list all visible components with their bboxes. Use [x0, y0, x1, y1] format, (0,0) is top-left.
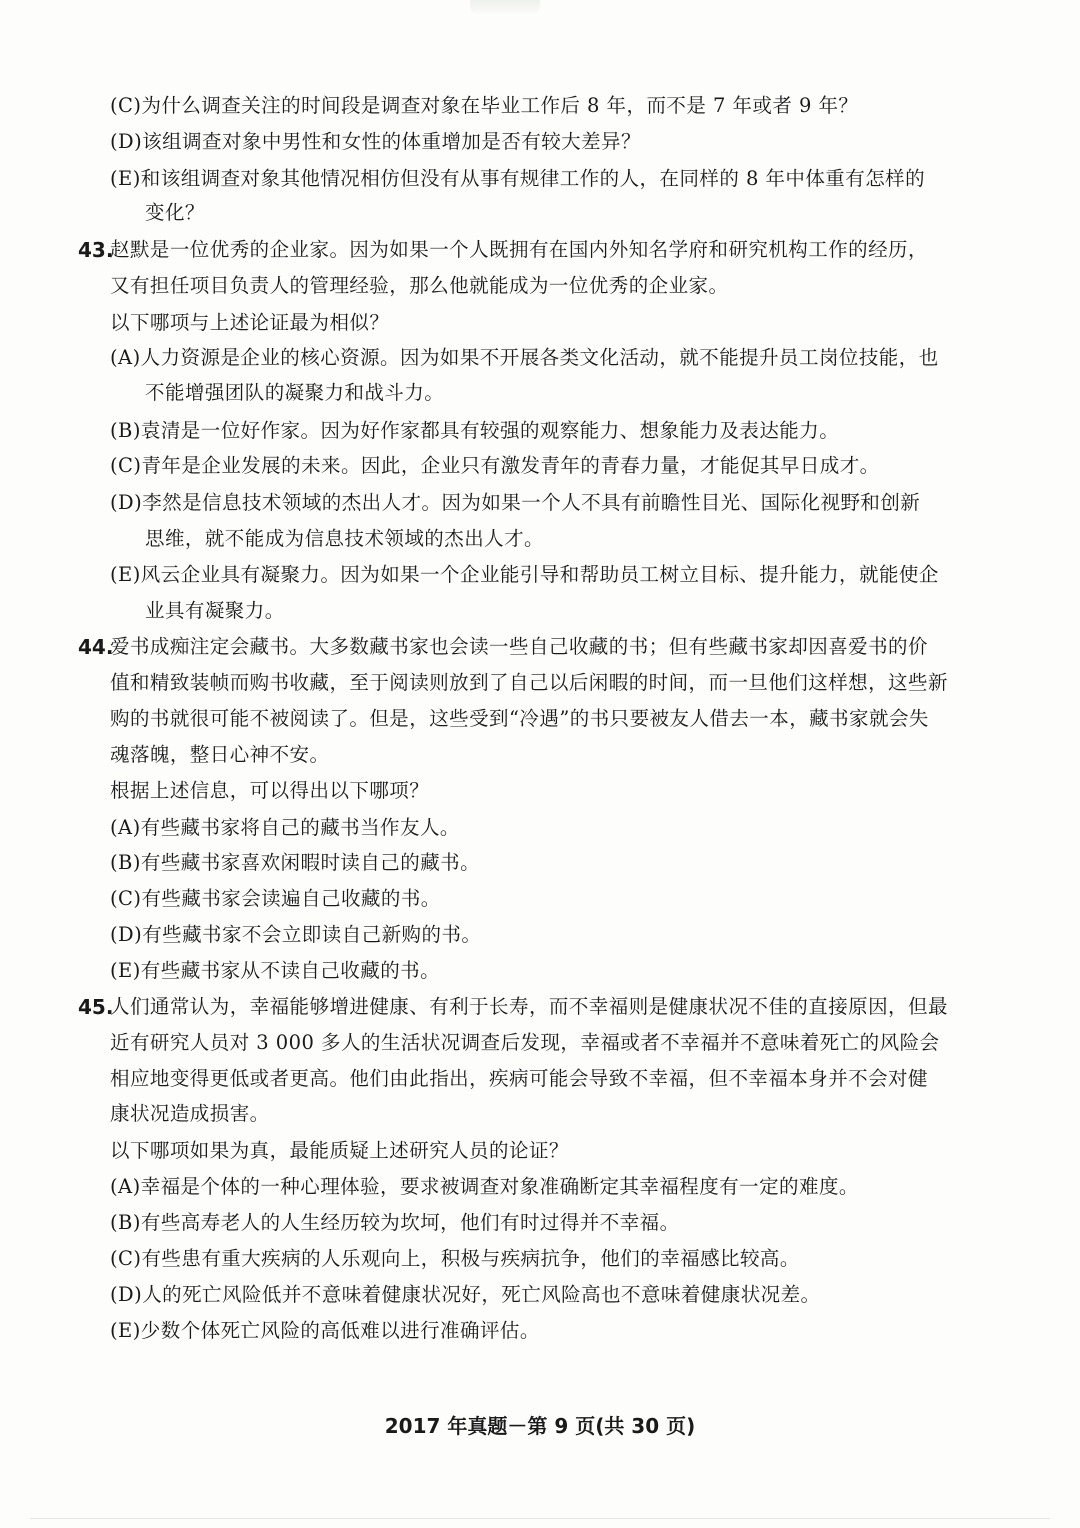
option-line: (E)有些藏书家从不读自己收藏的书。 — [110, 959, 441, 982]
option-line: (A)幸福是个体的一种心理体验，要求被调查对象准确断定其幸福程度有一定的难度。 — [110, 1175, 859, 1198]
question-stem-line: 值和精致装帧而购书收藏，至于阅读则放到了自己以后闲暇的时间，而一旦他们这样想，这些新 — [110, 671, 948, 694]
option-line: 变化？ — [145, 201, 205, 224]
option-line: 业具有凝聚力。 — [145, 599, 285, 622]
option-line: (E)和该组调查对象其他情况相仿但没有从事有规律工作的人，在同样的 8 年中体重有怎样的 — [110, 167, 926, 190]
scan-artifact — [470, 0, 540, 14]
question-stem-line: 相应地变得更低或者更高。他们由此指出，疾病可能会导致不幸福，但不幸福本身并不会对健 — [110, 1067, 928, 1090]
option-line: (D)李然是信息技术领域的杰出人才。因为如果一个人不具有前瞻性目光、国际化视野和创新 — [110, 491, 921, 514]
option-line: (A)有些藏书家将自己的藏书当作友人。 — [110, 816, 460, 839]
page-footer: 2017 年真题－第 9 页(共 30 页) — [384, 1414, 696, 1438]
question-prompt: 以下哪项如果为真，最能质疑上述研究人员的论证？ — [110, 1139, 569, 1162]
option-line: 不能增强团队的凝聚力和战斗力。 — [145, 381, 445, 404]
question-stem-line: 人们通常认为，幸福能够增进健康、有利于长寿，而不幸福则是健康状况不佳的直接原因，但最 — [110, 995, 948, 1018]
option-line: (A)人力资源是企业的核心资源。因为如果不开展各类文化活动，就不能提升员工岗位技能，也 — [110, 346, 939, 369]
option-line: (D)人的死亡风险低并不意味着健康状况好，死亡风险高也不意味着健康状况差。 — [110, 1283, 821, 1306]
option-line: (C)青年是企业发展的未来。因此，企业只有激发青年的青春力量，才能促其早日成才。 — [110, 454, 880, 477]
question-prompt: 以下哪项与上述论证最为相似？ — [110, 311, 390, 334]
question-prompt: 根据上述信息，可以得出以下哪项？ — [110, 779, 430, 802]
question-stem-line: 康状况造成损害。 — [110, 1102, 270, 1125]
option-line: 思维，就不能成为信息技术领域的杰出人才。 — [145, 527, 545, 550]
question-stem-line: 赵默是一位优秀的企业家。因为如果一个人既拥有在国内外知名学府和研究机构工作的经历， — [110, 238, 928, 261]
option-line: (C)有些患有重大疾病的人乐观向上，积极与疾病抗争，他们的幸福感比较高。 — [110, 1247, 800, 1270]
option-line: (E)少数个体死亡风险的高低难以进行准确评估。 — [110, 1319, 540, 1342]
option-line: (B)有些高寿老人的人生经历较为坎坷，他们有时过得并不幸福。 — [110, 1211, 680, 1234]
question-stem-line: 近有研究人员对 3 000 多人的生活状况调查后发现，幸福或者不幸福并不意味着死亡的风险会 — [110, 1031, 940, 1054]
option-line: (C)有些藏书家会读遍自己收藏的书。 — [110, 887, 441, 910]
question-stem-line: 爱书成痴注定会藏书。大多数藏书家也会读一些自己收藏的书；但有些藏书家却因喜爱书的价 — [110, 635, 928, 658]
question-number: 43. — [78, 238, 114, 262]
option-line: (E)风云企业具有凝聚力。因为如果一个企业能引导和帮助员工树立目标、提升能力，就能使企 — [110, 563, 939, 586]
option-line: (B)袁清是一位好作家。因为好作家都具有较强的观察能力、想象能力及表达能力。 — [110, 419, 840, 442]
option-line: (D)该组调查对象中男性和女性的体重增加是否有较大差异？ — [110, 130, 641, 153]
question-stem-line: 魂落魄，整日心神不安。 — [110, 743, 330, 766]
option-line: (C)为什么调查关注的时间段是调查对象在毕业工作后 8 年，而不是 7 年或者 9 年？ — [110, 94, 859, 117]
scan-edge — [30, 1518, 1050, 1519]
question-number: 45. — [78, 995, 114, 1019]
option-line: (B)有些藏书家喜欢闲暇时读自己的藏书。 — [110, 851, 481, 874]
question-number: 44. — [78, 635, 114, 659]
question-stem-line: 又有担任项目负责人的管理经验，那么他就能成为一位优秀的企业家。 — [110, 274, 729, 297]
question-stem-line: 购的书就很可能不被阅读了。但是，这些受到“冷遇”的书只要被友人借去一本，藏书家就会失 — [110, 707, 929, 730]
option-line: (D)有些藏书家不会立即读自己新购的书。 — [110, 923, 482, 946]
